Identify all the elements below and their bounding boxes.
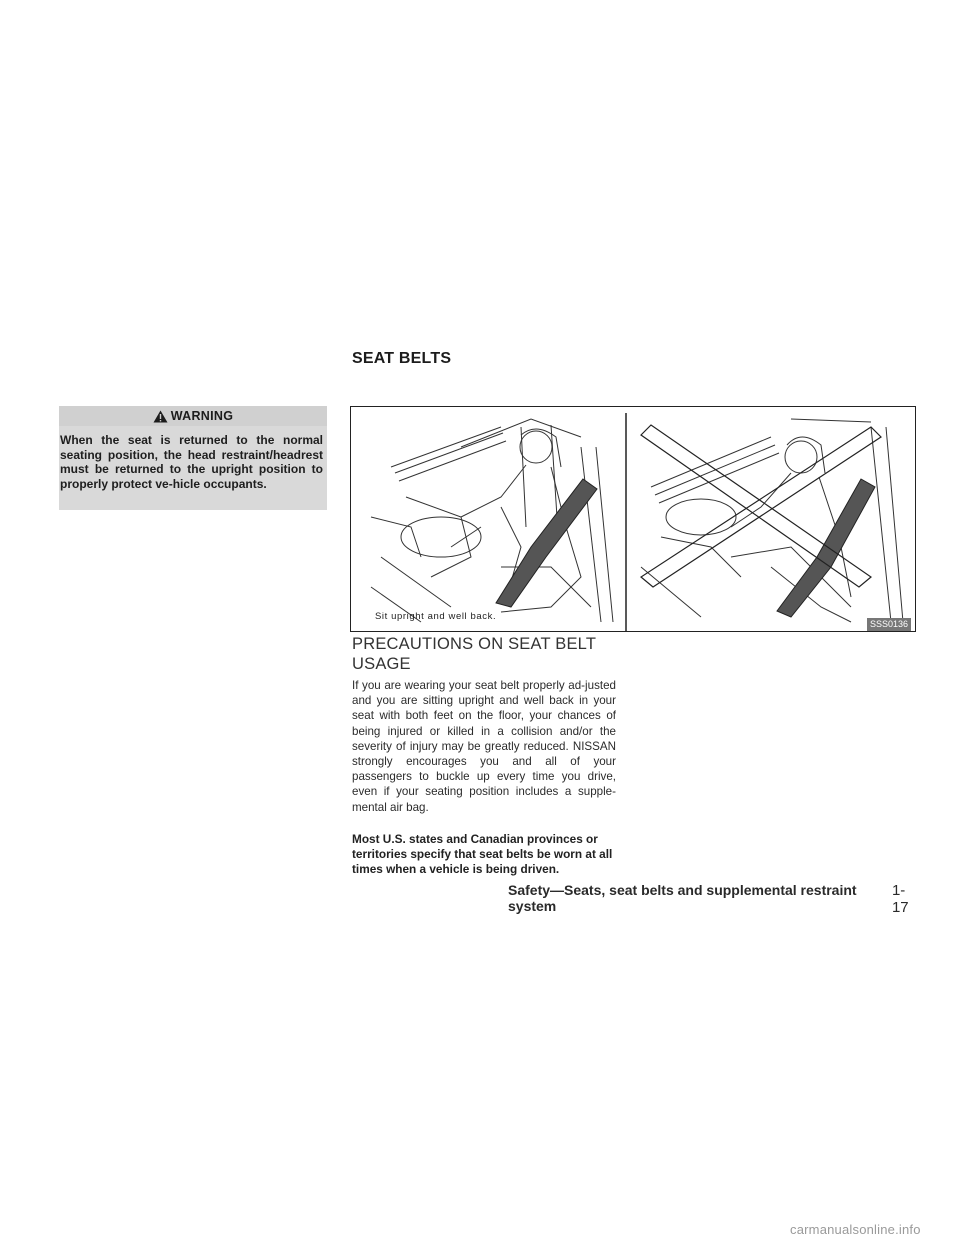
figure-code: SSS0136 xyxy=(867,618,911,631)
precautions-heading: PRECAUTIONS ON SEAT BELT USAGE xyxy=(352,635,596,673)
section-title: SEAT BELTS xyxy=(352,350,452,367)
correct-posture-illustration xyxy=(371,419,613,622)
cross-mark-icon xyxy=(641,425,881,587)
page-footer xyxy=(508,882,920,916)
figure-caption: Sit upright and well back. xyxy=(375,611,497,622)
footer-chapter: Safety—Seats, seat belts and supplemental restraint system xyxy=(508,882,857,914)
seat-belt-figure xyxy=(350,406,916,632)
page-number: 1-17 xyxy=(891,882,909,916)
warning-label: WARNING xyxy=(170,409,234,423)
warning-triangle-icon xyxy=(153,410,168,423)
warning-text: When the seat is returned to the normal seating position, the head restraint/headrest must be returned to the upright position to properly protect ve-hicle occupants. xyxy=(60,433,323,491)
precautions-bold-paragraph: Most U.S. states and Canadian provinces or territories specify that seat belts be worn at all times when a vehicle is being driven. xyxy=(352,832,613,876)
incorrect-posture-illustration xyxy=(641,419,903,622)
warning-box xyxy=(59,406,327,510)
watermark[interactable]: carmanualsonline.info xyxy=(790,1222,921,1237)
precautions-paragraph: If you are wearing your seat belt properly ad-justed and you are sitting upright and well back in your seat with both feet on the floor, your chances of being injured or killed in a collision and/or the severity of injury may be greatly reduced. NISSAN strongly encourages you and all of your passengers to buckle up every time you drive, even if your seating position includes a supple-mental air bag. xyxy=(352,679,616,814)
seat-belt-illustration xyxy=(351,407,915,631)
warning-header xyxy=(59,406,327,426)
